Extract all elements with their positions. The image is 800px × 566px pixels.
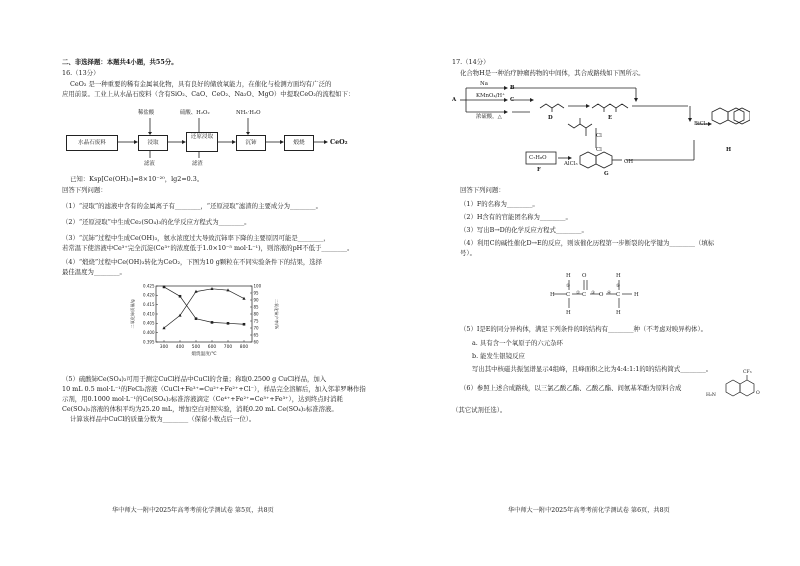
scheme-alcl3: AlCl₃ — [564, 161, 578, 167]
struct-h-right: H — [634, 292, 639, 298]
y-left-tick-label: 0.405 — [143, 320, 155, 326]
bond-label-2: ② — [576, 291, 581, 296]
q16-intro-2: 应用前景。工业上从水晶石废料（含有SiO₂、CaO、CeO₂、Na₂O、MgO）中提取CeO₂的流程如下： — [62, 90, 355, 98]
struct-o-carbonyl: O — [582, 273, 587, 279]
struct-c3: C — [616, 292, 621, 298]
q16-sub3-line1: （3）“沉铈”过程中生成Ce(OH)₃，氨水浓度过大导致沉铈率下降的主要原因可能是________， — [62, 234, 330, 242]
data-point-right — [210, 287, 213, 290]
q17-sub4-line2: 号）。 — [460, 249, 476, 257]
struct-h-bottom1: H — [566, 310, 571, 316]
struct-h-top1: H — [566, 273, 571, 279]
data-point-left — [179, 295, 182, 298]
struct-c1: C — [566, 292, 571, 298]
series-line-right — [164, 289, 244, 328]
y-left-tick-label: 0.395 — [143, 339, 155, 345]
scheme-bicl3: BiCl₃ — [694, 121, 708, 127]
q16-sub1: （1）“浸取”的滤液中含有的金属离子有________，“还原浸取”滤渣的主要成分为________。 — [62, 202, 322, 210]
flow-step1-output: 滤液 — [144, 161, 155, 167]
calcination-chart — [130, 280, 280, 360]
scheme-g-oh: OH — [624, 159, 634, 165]
bond-label-3: ③ — [591, 291, 596, 296]
x-tick-label: 700 — [223, 345, 233, 350]
y-right-axis-label: 二氧化铈产率/% — [274, 298, 279, 330]
q17-sub5-option-a: a. 具有含一个氧原子的六元杂环 — [472, 339, 563, 347]
q16-intro-1: CeO₂ 是一种重要的稀有金属氧化物，具有良好的储放氧能力，在催化与检测方面均有广泛的 — [70, 80, 332, 88]
q17-sub5-option-b: b. 能发生银镜反应 — [472, 352, 525, 360]
section-title: 二、非选择题：本题共4小题，共55分。 — [62, 58, 178, 66]
q16-sub3-line2: 若常温下使溶液中Ce³⁺完全沉淀(Ce³⁺的浓度低于1.0×10⁻⁵ mol·L⁻¹)，则溶液的pH不低于________。 — [62, 244, 354, 252]
q16-sub5-line1: （5）硫酸铈Ce(SO₄)₂可用于测定CuCl样品中CuCl的含量；称取0.2500 g CuCl样品，加入 — [62, 375, 327, 383]
target-h2n-label: H₂N — [706, 393, 716, 398]
scheme-label-d: D — [548, 115, 553, 121]
scheme-label-g: G — [604, 171, 609, 177]
q17-sub6-line2: （其它试剂任选）。 — [452, 406, 507, 414]
q16-given: 已知：Ksp[Ce(OH)₃]=8×10⁻²⁰，lg2=0.3。 — [70, 175, 204, 183]
scheme-reagent-na: Na — [480, 81, 488, 87]
q17-sub6-line1: （6）参照上述合成路线，以三氯乙酸乙酯、乙酸乙酯、间氨基苯酚为原料合成 — [460, 384, 682, 392]
scheme-label-c: C — [510, 97, 515, 103]
q16-sub5-line3: 示剂，用0.1000 mol·L⁻¹的Ce(SO₄)₂标准溶液滴定（Ce⁴⁺+Fe²⁺=Ce³⁺+Fe³⁺），达到终点时消耗 — [62, 395, 343, 403]
plot-frame — [156, 286, 252, 342]
flow-start-box: 水晶石废料 — [66, 135, 118, 151]
q17-sub4-line1: （4）利用C的碱性催化D→E的反应，则该催化历程第一步断裂的化学键为________（填标 — [460, 239, 715, 247]
scheme-label-f: F — [537, 167, 541, 173]
y-right-tick-label: 80 — [253, 311, 259, 317]
y-right-tick-label: 90 — [253, 297, 259, 303]
q17-sub5-line3: 写出其中核磁共振氢谱显示4组峰，且峰面积之比为4:4:1:1的I的结构简式________。 — [472, 365, 713, 373]
struct-o-ester: O — [599, 292, 604, 298]
scheme-reagent-ester: 浓硫酸，△ — [476, 114, 502, 120]
x-tick-label: 500 — [191, 345, 201, 350]
data-point-left — [195, 317, 198, 320]
scheme-f-formula: C₇H₈O — [529, 155, 547, 161]
scheme-label-a: A — [452, 97, 457, 103]
y-right-tick-label: 65 — [253, 332, 259, 338]
struct-c2: C — [582, 292, 587, 298]
q16-sub5-line5: 计算该样品中CuCl的质量分数为________（保留小数点后一位）。 — [70, 415, 256, 423]
q16-sub5-line4: Ce(SO₄)₂溶液的体积平均为25.20 mL，增加空白对照实验，消耗0.20 mL Ce(SO₄)₂标准溶液。 — [62, 405, 338, 413]
flow-step3-reagent: NH₃·H₂O — [236, 110, 261, 116]
data-point-left — [211, 321, 214, 324]
y-left-tick-label: 0.425 — [143, 283, 155, 289]
scheme-label-b: B — [510, 85, 515, 91]
q17-sub5-line1: （5）I是E的同分异构体，满足下列条件的I的结构有________种（不考虑对映异构体）。 — [460, 325, 708, 333]
q17-sub3: （3）写出B→D的化学反应方程式________。 — [460, 226, 588, 234]
bond-label-4: ④ — [607, 291, 612, 296]
flow-step2-output: 滤渣 — [192, 161, 203, 167]
target-cf3-label: CF₃ — [743, 370, 752, 375]
data-point-left — [163, 286, 166, 289]
x-tick-label: 300 — [159, 345, 169, 350]
y-right-tick-label: 100 — [253, 283, 262, 289]
x-axis-label: 煅烧温度/℃ — [191, 352, 217, 357]
flow-step2-reagent: 硫酸、H₂O₂ — [180, 110, 210, 116]
flow-step3-box: 沉铈 — [236, 135, 266, 151]
bond-label-1: ① — [566, 284, 571, 289]
left-page-footer: 华中师大一附中2025年高考考前化学测试卷 第5页，共8页 — [112, 507, 274, 514]
scheme-cl-2: Cl — [596, 147, 602, 153]
y-left-axis-label: 二氧化铈质量/g — [130, 299, 135, 329]
y-right-tick-label: 60 — [253, 339, 259, 345]
scheme-label-e: E — [608, 115, 613, 121]
target-o-label: O — [756, 391, 760, 396]
flow-end-product: CeO₂ — [330, 138, 348, 146]
y-right-tick-label: 70 — [253, 325, 259, 331]
y-right-tick-label: 85 — [253, 304, 259, 310]
y-left-tick-label: 0.410 — [143, 311, 155, 317]
struct-h-bottom2: H — [616, 310, 621, 316]
x-tick-label: 600 — [207, 345, 217, 350]
q17-sub1: （1）F的名称为________。 — [460, 200, 539, 208]
right-page — [400, 0, 800, 566]
q16-number: 16.（13分） — [62, 69, 100, 77]
q17-number: 17.（14分） — [452, 58, 490, 66]
q16-sub4-line1: （4）“煅烧”过程中Ce(OH)₃转化为CeO₂，下图为10 g颗粒在不同实验条件下的结果，选择 — [62, 258, 323, 266]
struct-h-left: H — [550, 292, 555, 298]
q16-sub5-line2: 10 mL 0.5 mol·L⁻¹的FeCl₃溶液（CuCl+Fe³⁺=Cu²⁺+Fe²⁺+Cl⁻），样品完全溶解后，加入邻菲罗啉作指 — [62, 385, 366, 393]
scheme-cl-1: Cl — [596, 133, 602, 139]
bond-label-5: ⑤ — [616, 284, 621, 289]
x-tick-label: 800 — [239, 345, 249, 350]
y-left-tick-label: 0.415 — [143, 302, 155, 308]
q16-answer-prompt: 回答下列问题： — [62, 186, 107, 194]
struct-h-top2: H — [616, 273, 621, 279]
q16-sub4-line2: 最佳温度为________。 — [62, 268, 126, 276]
y-right-tick-label: 95 — [253, 290, 259, 296]
scheme-reagent-kmno4: KMnO₄/H⁺ — [476, 93, 505, 99]
y-right-tick-label: 75 — [253, 318, 259, 324]
y-left-tick-label: 0.400 — [143, 330, 155, 336]
data-point-left — [227, 322, 230, 325]
q17-sub2: （2）H含有的官能团名称为________。 — [460, 213, 572, 221]
scheme-label-h: H — [726, 147, 732, 153]
data-point-right — [162, 326, 165, 329]
right-page-footer: 华中师大一附中2025年高考考前化学测试卷 第6页，共8页 — [508, 507, 670, 514]
q17-intro: 化合物H是一种治疗肿瘤药物的中间体，其合成路线如下图所示。 — [460, 69, 645, 77]
x-tick-label: 400 — [175, 345, 185, 350]
q16-sub2: （2）“还原浸取”中生成Ce₂(SO₄)₃的化学反应方程式为________。 — [62, 218, 251, 226]
q17-answer-prompt: 回答下列问题： — [460, 186, 505, 194]
flow-step2-box: 还原浸取 — [186, 132, 218, 152]
y-left-tick-label: 0.420 — [143, 292, 155, 298]
flow-step1-box: 浸取 — [138, 135, 168, 151]
flow-step1-reagent: 稀盐酸 — [138, 110, 155, 116]
data-point-left — [243, 323, 246, 326]
flow-step4-box: 煅烧 — [284, 135, 314, 151]
